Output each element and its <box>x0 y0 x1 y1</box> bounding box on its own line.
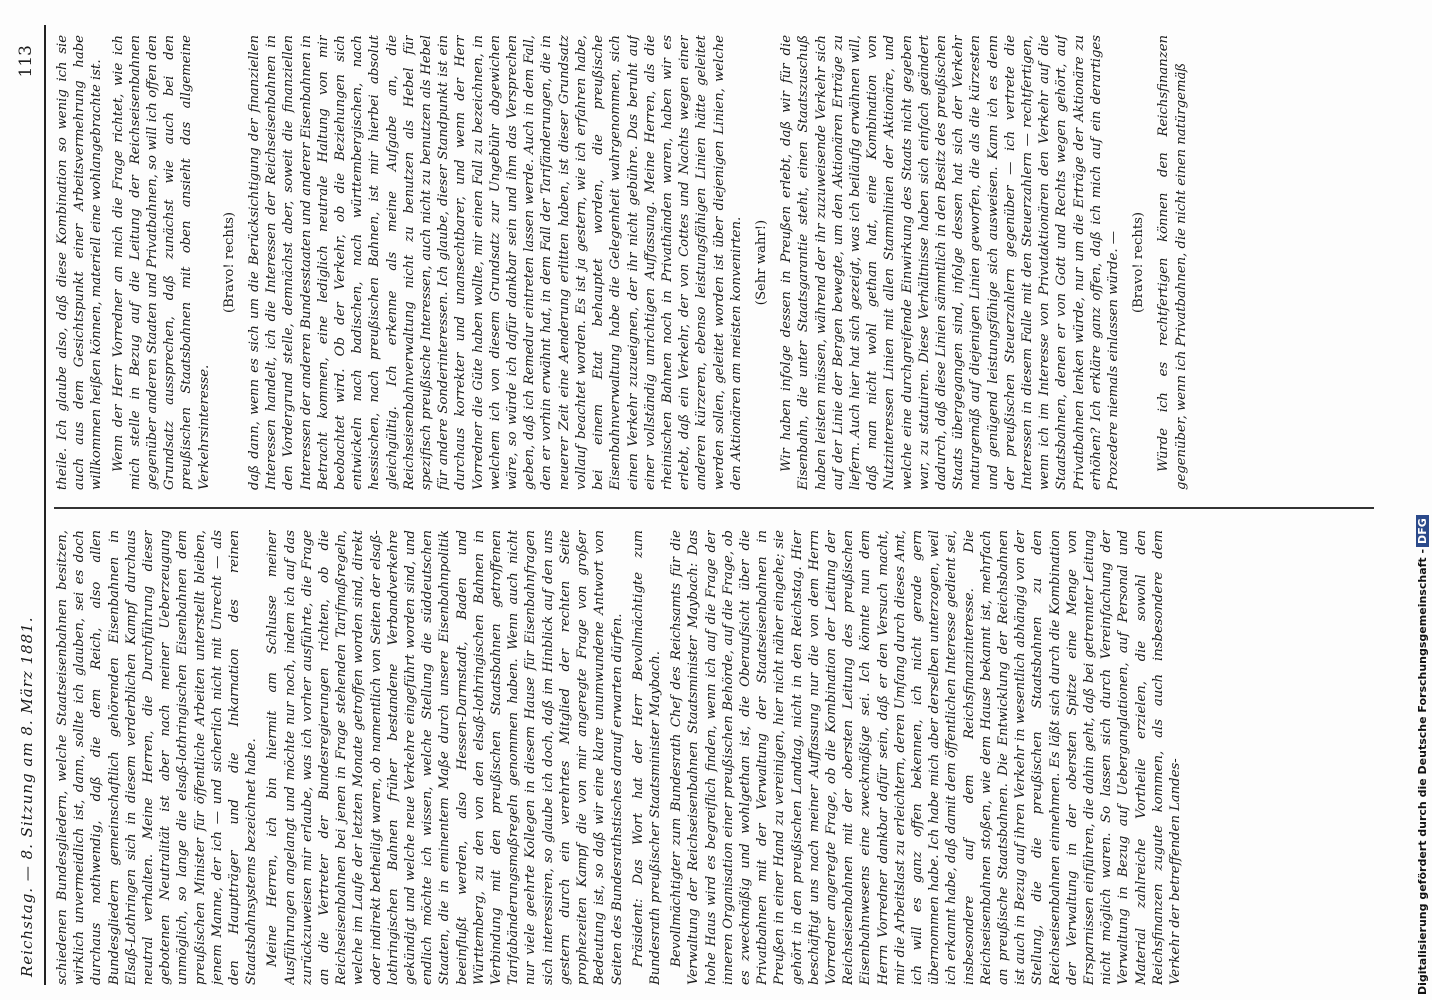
paragraph: daß dann, wenn es sich um die Berücksichtigung der finanziellen Interessen handelt, ich die Interessen der Reichseisenbahnen in den Vordergrund stelle, demnächst aber, soweit die finanziellen Interessen der anderen Bundesstaaten und anderer Eisenbahnen in Betracht kommen, eine lediglich neutrale Haltung von mir beobachtet wird. Ob der Verkehr, ob die Beziehungen sich entwickeln nach badischen, nach württembergischen, nach hessischen, nach preußischen Bahnen, ist mir hierbei absolut gleichgültig. Ich erkenne als meine Aufgabe an, die Reichseisenbahnverwaltung nicht zu benutzen als Hebel für spezifisch preußische Interessen, auch nicht zu benutzen als Hebel für andere Sonderinteressen. Ich glaube, dieser Standpunkt ist ein durchaus korrekter und unansechtbarer, und wenn der Herr Vorredner die Güte haben wollte, mir einen Fall zu bezeichnen, in welchem ich von diesem Grundsatz zur Ungebühr abgewichen wäre, so würde ich dafür dankbar sein und ihm das Versprechen geben, daß ich Remedur eintreten lassen werde. Auch in dem Fall, den er vorhin erwähnt hat, in dem Fall der Tarifänderungen, die in neuerer Zeit eine Aenderung erlitten haben, ist dieser Grundsatz vollauf beachtet worden. Es ist ja gestern, wie ich erfahren habe, bei einem Etat behauptet worden, die preußische Eisenbahnverwaltung habe die Gelegenheit wahrgenommen, sich einen Verkehr zuzueignen, der ihr nicht gebühre. Das beruht auf einer vollständig unrichtigen Auffassung. Meine Herren, als die rheinischen Bahnen noch in Privathänden waren, haben wir es erlebt, daß ein Verkehr, der von Cottes und Nachts wegen einer anderen kürzeren, ebenso leistungsfähigen Linien hätte geleitet werden sollen, geleitet worden ist über diejenigen Linien, welche den Aktionären am meisten konvenirten. <box>247 35 744 490</box>
text-column-left <box>54 530 1374 985</box>
page-header <box>10 25 44 985</box>
page-number: 113 <box>16 45 36 78</box>
dfg-logo: DFG <box>1416 515 1429 547</box>
running-head: Reichstag. — 8. Sitzung am 8. März 1881. <box>18 616 36 977</box>
paragraph: Präsident: Das Wort hat der Herr Bevollmächtigte zum Bundesrath preußischer Staatsminister Maybach. <box>630 530 663 985</box>
digitization-watermark <box>1416 515 1429 995</box>
interjection: (Bravo! rechts) <box>221 211 237 314</box>
header-rule <box>44 25 46 985</box>
interjection: (Sehr wahr!) <box>753 219 769 306</box>
paragraph: Bevollmächtigter zum Bundesrath Chef des Reichsamts für die Verwaltung der Reichseisenbahnen Staatsminister Maybach: Das hohe Haus wird es begreiflich finden, wenn ich auf die Frage der inneren Organisation einer preußischen Behörde, auf die Frage, ob es zweckmäßig und wohlgethan ist, die Oberaufsicht über die Privatbahnen mit der Verwaltung der Staatseisenbahnen in Preußen in einer Hand zu vereinigen, hier nicht näher eingehe; sie gehört in den preußischen Landtag, nicht in den Reichstag. Hier beschäftigt uns nach meiner Auffassung nur die von dem Herrn Vorredner angeregte Frage, ob die Kombination der Leitung der Reichseisenbahnen mit der obersten Leitung des preußischen Eisenbahnwesens eine zweckmäßige sei. Ich könnte nun dem Herrn Vorredner dankbar dafür sein, daß er den Versuch macht, mir die Arbeitslast zu erleichtern, deren Umfang durch dieses Amt, ich will es ganz offen bekennen, ich nicht gerade gern übernommen habe. Ich habe mich aber derselben unterzogen, weil ich erkannt habe, daß damit dem öffentlichen Interesse gedient sei, insbesondere auf dem Reichsfinanzinteresse. Die Reichseisenbahnen stoßen, wie dem Hause bekannt ist, mehrfach an preußische Staatsbahnen. Die Entwicklung der Reichsbahnen ist auch in Bezug auf ihren Verkehr in wesentlich abhängig von der Stellung, die die preußischen Staatsbahnen zu den Reichseisenbahnen einnehmen. Es läßt sich durch die Kombination der Verwaltung in der obersten Spitze eine Menge von Ersparnissen einführen, die dahin geht, daß bei getrennter Leitung nicht möglich waren. So lassen sich durch Vereinfachung der Verwaltung in Bezug auf Ueberganglationen, auf Personal und Material zahlreiche Vortheile erzielen, die sowohl den Reichsfinanzen zugute kommen, als auch insbesondere dem Verkehr der betreffenden Landes- <box>669 530 1183 985</box>
paragraph: theile. Ich glaube also, daß diese Kombination so wenig ich sie auch aus dem Gesichtspunkt einer Arbeitsvermehrung habe willkommen heißen können, materiell eine wohlangebrachte ist. <box>55 35 105 490</box>
text-column-right <box>54 35 1374 490</box>
rotated-page <box>10 25 1390 985</box>
paragraph: schiedenen Bundesgliedern, welche Staatseisenbahnen besitzen, wirklich unvermeidlich ist, dann, sollte ich glauben, sei es doch durchaus nothwendig, daß die dem Reich, also allen Bundesgliedern gemeinschaftlich gehörenden Eisenbahnen in Elsaß-Lothringen sich in diesem verderblichen Kampf durchaus neutral verhalten. Meine Herren, die Durchführung dieser gebotenen Neutralität ist aber nach meiner Ueberzeugung unmöglich, so lange die elsaß-lothringischen Eisenbahnen dem preußischen Minister für öffentliche Arbeiten unterstellt bleiben, jenem Manne, der ich — und sicherlich nicht mit Unrecht — als den Hauptträger und die Inkarnation des reinen Staatsbahnsystems bezeichnet habe. <box>55 530 260 985</box>
paragraph: Meine Herren, ich bin hiermit am Schlusse meiner Ausführungen angelangt und möchte nur noch, indem ich auf das zurückzuweisen mir erlaube, was ich vorher ausführte, die Frage an die Vertreter der Bundesregierungen richten, ob die Reichseisenbahnen bei jenen in Frage stehenden Tarifmaßregeln, welche im Laufe der letzten Monate getroffen worden sind, direkt oder indirekt betheiligt waren, ob namentlich von Seiten der elsaß-lothringischen Bahnen früher bestandene Verbandverkehre gekündigt und welche neue Verkehre eingeführt worden sind, und endlich möchte ich wissen, welche Stellung die süddeutschen Staaten, die in eminentem Maße durch unsere Eisenbahnpolitik beeinflußt werden, also Hessen-Darmstadt, Baden und Württemberg, zu den von den elsaß-lothringischen Bahnen in Verbindung mit den preußischen Staatsbahnen getroffenen Tarifabänderungsmaßregeln genommen haben. Wenn auch nicht nur viele geehrte Kollegen in diesem Hause für Eisenbahnfragen sich interessiren, so glaube ich doch, daß im Hinblick auf den uns gestern durch ein verehrtes Mitglied der rechten Seite prophezeiten Kampf die von mir angeregte Frage von großer Bedeutung ist, so daß wir eine klare unumwundene Antwort von Seiten des Bundesrathstisches darauf erwarten dürfen. <box>265 530 625 985</box>
paragraph: Wenn der Herr Vorredner an mich die Frage richtet, wie ich mich stelle in Bezug auf die Leitung der Reichseisenbahnen gegenüber anderen Staaten und Privatbahnen, so will ich offen den Grundsatz aussprechen, daß zunächst wie auch bei den preußischen Staatsbahnen mit oben ansieht das allgemeine Verkehrsinteresse. <box>110 35 212 490</box>
paragraph: Würde ich es rechtfertigen können den Reichsfinanzen gegenüber, wenn ich Privatbahnen, die nicht einen natürgemäß <box>1156 35 1189 490</box>
column-divider <box>54 507 1374 509</box>
watermark-text: Digitalisierung gefördert durch die Deutsche Forschungsgemeinschaft - <box>1416 548 1429 995</box>
paragraph: Wir haben infolge dessen in Preußen erlebt, daß wir für die Eisenbahn, die unter Staatsgarantie steht, einen Staatszuschuß haben leisten müssen, während der ihr zuzuweisende Verkehr sich auf der Linie der Bergen bewegte, um den Aktionären Erträge zu liefern. Auch hier hat sich gezeigt, was ich beiläufig erwähnen will, daß man nicht wohl gethan hat, eine Kombination von Nutzinteressen Linien mit allen Stammlinien der Aktionäre, und welche eine durchgreifende Einwirkung des Staats nicht gegeben war, zu statuiren. Diese Verhältnisse haben sich einfach geändert dadurch, daß diese Linien sämmtlich in den Besitz des preußischen Staats übergegangen sind, infolge dessen hat sich der Verkehr naturgemäß auf diejenigen Linien geworfen, die als die kürzesten und genügend leistungsfähige sich ausweisen. Kann ich es denn der preußischen Steuerzahlern gegenüber — ich vertrete die Interessen in diesem Falle mit den Steuerzahlern — rechtfertigen, wenn ich im Interesse von Privataktionären den Verkehr auf die Staatsbahnen, denen er von Gott und Rechts wegen gehört, auf Privatbahnen lenken würde, nur um die Erträge der Aktionäre zu erhöhen? Ich erkläre ganz offen, daß ich mich auf ein derartiges Prozedere niemals einlassen würde. — <box>779 35 1121 490</box>
interjection: (Bravo! rechts) <box>1131 211 1147 314</box>
